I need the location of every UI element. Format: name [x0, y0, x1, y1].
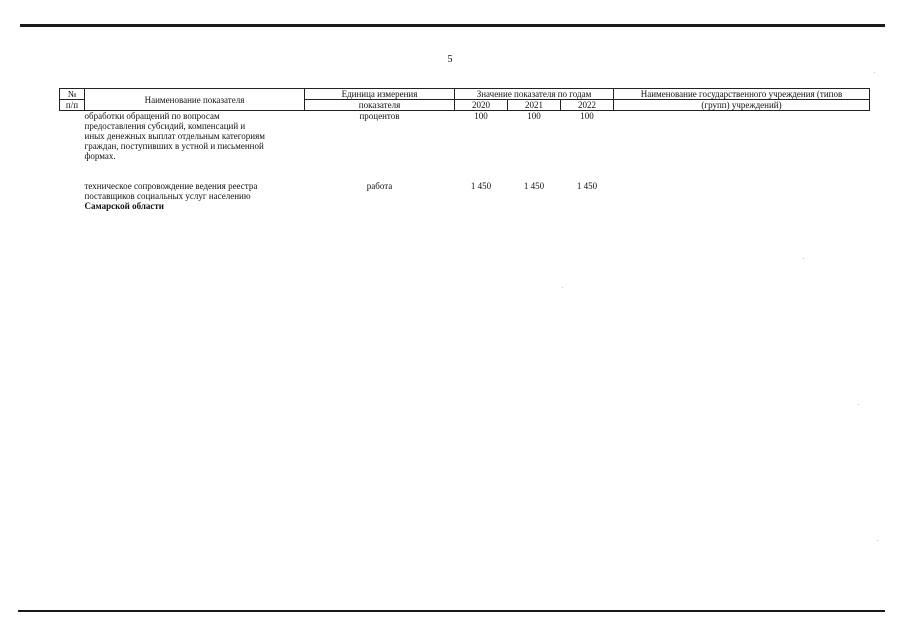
header-name: Наименование показателя [85, 89, 305, 111]
row-indicator-name [85, 111, 305, 181]
name-line: иных денежных выплат отдельным категориям [84, 131, 265, 141]
row-institution [614, 181, 870, 221]
table-row [60, 111, 870, 181]
row-value-2021: 1 450 [523, 180, 545, 191]
table-header [60, 89, 870, 111]
row-value-2020: 1 450 [470, 180, 492, 191]
scan-speck [803, 258, 804, 259]
row-value-2020: 100 [474, 111, 488, 121]
header-num: № [60, 89, 85, 100]
name-line: граждан, поступивших в устной и письменной [84, 141, 264, 151]
row-value-2022: 100 [580, 111, 594, 121]
header-num-sub: п/п [60, 100, 85, 111]
bottom-border-rule [18, 610, 885, 612]
name-line: Самарской области [84, 200, 164, 211]
name-line: предоставления субсидий, компенсаций и [84, 121, 246, 131]
page-number: 5 [447, 54, 453, 65]
name-line: техническое сопровождение ведения реестра [84, 180, 258, 191]
header-year-2022: 2022 [561, 100, 614, 111]
row-value-2021: 100 [527, 111, 541, 121]
row-unit: работа [366, 180, 393, 191]
row-num [60, 111, 85, 181]
scan-speck [858, 404, 859, 405]
header-unit-line1: Единица измерения [305, 89, 455, 100]
header-year-2020: 2020 [455, 100, 508, 111]
header-institution-line2: (групп) учреждений) [614, 100, 870, 111]
header-values-group: Значение показателя по годам [455, 89, 614, 100]
scan-speck [562, 287, 563, 288]
row-institution [614, 111, 870, 181]
header-institution-line1: Наименование государственного учреждения (типов [614, 89, 870, 100]
table-row [60, 181, 870, 221]
header-unit-line2: показателя [305, 100, 455, 111]
name-line: обработки обращений по вопросам [84, 111, 220, 121]
name-line: поставщиков социальных услуг населению [84, 190, 251, 201]
name-line: формах. [84, 151, 116, 161]
row-num [60, 181, 85, 221]
row-indicator-name [85, 181, 305, 221]
scan-speck [874, 72, 875, 73]
indicators-table [59, 88, 870, 221]
row-value-2022: 1 450 [576, 180, 598, 191]
header-year-2021: 2021 [508, 100, 561, 111]
scan-speck [877, 540, 878, 541]
top-border-rule [20, 24, 885, 27]
row-unit: процентов [359, 111, 400, 121]
